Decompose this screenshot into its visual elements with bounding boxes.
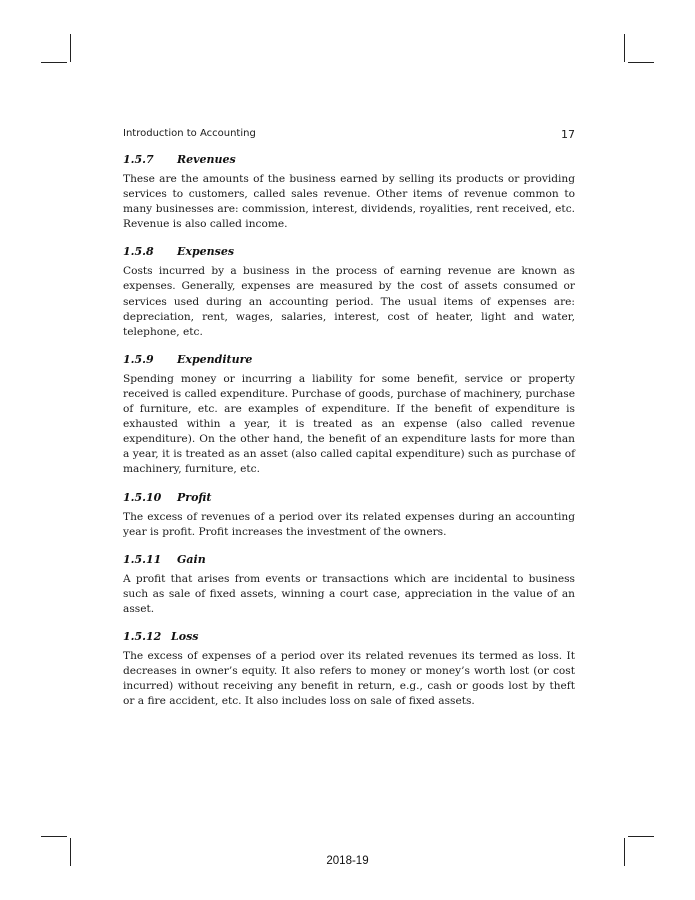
section-heading [123,244,575,259]
section-expenses [123,244,575,339]
section-number: 1.5.11 [123,552,162,566]
section-number: 1.5.12 [123,629,162,643]
section-paragraph: The excess of expenses of a period over its related revenues its termed as loss. It decreases in owner’s equity. It also refers to money or money’s worth lost (or cost incurred) without receiving any benefit in return, e.g., cash or goods lost by theft or a fire accident, etc. It also includes loss on sale of fixed assets. [123,649,575,708]
page-number: 17 [561,128,575,141]
section-paragraph: The excess of revenues of a period over its related expenses during an accounting year is profit. Profit increases the investment of the owners. [123,510,575,538]
section-number: 1.5.9 [123,352,154,366]
crop-mark [628,62,654,63]
crop-mark [628,836,654,837]
section-gain [123,552,575,617]
section-heading [123,352,575,367]
footer-year: 2018-19 [326,855,369,867]
crop-mark [624,34,625,62]
section-heading [123,552,575,567]
section-heading [123,490,575,505]
running-head [123,128,575,144]
section-number: 1.5.7 [123,153,154,166]
section-paragraph: A profit that arises from events or transactions which are incidental to business such as sale of fixed assets, winning a court case, appreciation in the value of an asset. [123,572,575,615]
section-number: 1.5.8 [123,245,154,259]
section-profit [123,490,575,540]
section-paragraph: Spending money or incurring a liability for some benefit, service or property received is called expenditure. Purchase of goods, purchase of machinery, purchase of furniture, etc. are examples of expenditure. If the benefit of expenditure is exhausted within a year, it is treated as an expense (also called revenue expenditure). On the other hand, the benefit of an expenditure lasts for more than a year, it is treated as an asset (also called capital expenditure) such as purchase of machinery, furniture, etc. [123,372,575,476]
section-number: 1.5.10 [123,490,162,504]
section-paragraph: Costs incurred by a business in the process of earning revenue are known as expenses. Generally, expenses are measured by the cost of assets consumed or services used during an accounting period. The usual items of expenses are: depreciation, rent, wages, salaries, interest, cost of heater, light and water, telephone, etc. [123,265,575,338]
crop-mark [41,62,67,63]
section-title: Expenses [177,245,235,259]
crop-mark [41,836,67,837]
section-loss [123,629,575,709]
crop-mark [70,34,71,62]
section-title: Revenues [177,153,236,166]
section-paragraph: These are the amounts of the business earned by selling its products or providing services to customers, called sales revenue. Other items of revenue common to many businesses are: commission, interest, dividends, royalities, rent received, etc. Revenue is also called income. [123,173,575,231]
section-title: Expenditure [177,352,253,366]
section-heading [123,629,575,644]
running-head-title: Introduction to Accounting [123,128,256,139]
section-revenues [123,152,575,232]
section-title: Gain [177,552,206,566]
section-heading [123,152,575,167]
section-title: Profit [177,490,212,504]
section-expenditure [123,352,575,478]
section-title: Loss [171,629,199,643]
page-body [123,152,575,721]
